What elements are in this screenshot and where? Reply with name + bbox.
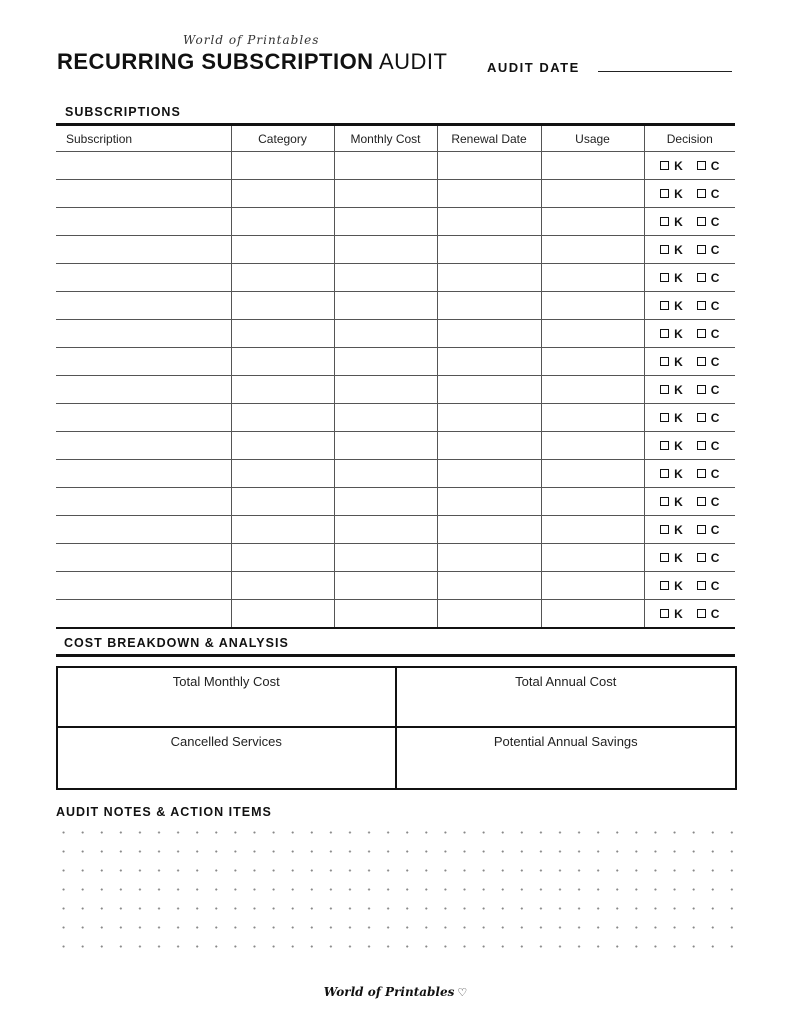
table-cell[interactable] (541, 600, 644, 629)
total-monthly-cost-cell[interactable]: Total Monthly Cost (58, 668, 397, 728)
table-row (56, 600, 735, 629)
table-cell[interactable] (231, 348, 334, 376)
decision-option[interactable] (660, 271, 683, 285)
table-cell[interactable] (231, 376, 334, 404)
decision-option-label: K (674, 466, 683, 481)
table-cell[interactable] (437, 152, 541, 180)
decision-options (645, 383, 736, 397)
decision-option-label: C (710, 270, 720, 285)
decision-option[interactable] (660, 355, 683, 369)
decision-cell (644, 264, 735, 292)
decision-options (645, 243, 736, 257)
table-cell[interactable] (541, 460, 644, 488)
decision-option[interactable] (660, 411, 683, 425)
decision-option[interactable] (660, 551, 683, 565)
checkbox[interactable] (697, 441, 706, 450)
decision-option[interactable] (697, 579, 720, 593)
table-cell[interactable] (334, 152, 437, 180)
decision-option[interactable] (660, 159, 683, 173)
decision-option-label: C (710, 158, 720, 173)
cost-rule (56, 654, 735, 657)
decision-option[interactable] (697, 187, 720, 201)
decision-option[interactable] (660, 243, 683, 257)
table-cell[interactable] (437, 600, 541, 629)
decision-options (645, 551, 736, 565)
table-cell[interactable] (231, 600, 334, 629)
table-cell[interactable] (334, 180, 437, 208)
column-header: Category (231, 126, 334, 152)
checkbox[interactable] (697, 525, 706, 534)
decision-option-label: K (674, 522, 683, 537)
decision-option-label: C (710, 410, 720, 425)
table-cell[interactable] (231, 292, 334, 320)
potential-annual-savings-cell[interactable]: Potential Annual Savings (493, 734, 638, 749)
table-cell[interactable] (56, 320, 231, 348)
table-row (56, 516, 735, 544)
table-row (56, 488, 735, 516)
checkbox[interactable] (660, 553, 669, 562)
table-row (56, 208, 735, 236)
table-row (56, 572, 735, 600)
checkbox[interactable] (660, 301, 669, 310)
decision-option[interactable] (660, 215, 683, 229)
decision-option-label: K (674, 186, 683, 201)
checkbox[interactable] (697, 161, 706, 170)
decision-option-label: C (710, 494, 720, 509)
table-cell[interactable] (231, 460, 334, 488)
subscriptions-heading: SUBSCRIPTIONS (65, 105, 181, 119)
decision-option-label: K (674, 270, 683, 285)
checkbox[interactable] (660, 357, 669, 366)
decision-cell (644, 236, 735, 264)
column-header: Decision (644, 126, 735, 152)
decision-option[interactable] (697, 439, 720, 453)
table-cell[interactable] (231, 488, 334, 516)
decision-option-label: K (674, 578, 683, 593)
checkbox[interactable] (660, 581, 669, 590)
table-row (56, 236, 735, 264)
decision-option-label: K (674, 410, 683, 425)
subscriptions-header-row (56, 126, 735, 152)
notes-dot-grid[interactable] (54, 823, 742, 963)
table-cell[interactable] (231, 572, 334, 600)
brand-footer-label: World of Printables (323, 985, 455, 999)
table-row (56, 264, 735, 292)
table-cell[interactable] (334, 488, 437, 516)
decision-cell (644, 488, 735, 516)
table-cell[interactable] (56, 516, 231, 544)
table-cell[interactable] (437, 236, 541, 264)
decision-cell (644, 292, 735, 320)
table-cell[interactable] (437, 320, 541, 348)
table-row (56, 544, 735, 572)
checkbox[interactable] (697, 329, 706, 338)
table-cell[interactable] (437, 544, 541, 572)
table-cell[interactable] (437, 180, 541, 208)
decision-cell (644, 432, 735, 460)
table-cell[interactable] (541, 544, 644, 572)
decision-cell (644, 516, 735, 544)
audit-date-label: AUDIT DATE (487, 60, 580, 75)
checkbox[interactable] (697, 609, 706, 618)
cost-heading: COST BREAKDOWN & ANALYSIS (64, 636, 289, 650)
decision-option-label: K (674, 326, 683, 341)
table-cell[interactable] (334, 264, 437, 292)
checkbox[interactable] (660, 161, 669, 170)
decision-option-label: C (710, 578, 720, 593)
checkbox[interactable] (697, 553, 706, 562)
brand-footer (0, 985, 791, 999)
column-header: Subscription (56, 126, 231, 152)
table-cell[interactable] (231, 208, 334, 236)
decision-option[interactable] (697, 215, 720, 229)
table-cell[interactable] (334, 292, 437, 320)
table-cell[interactable] (334, 572, 437, 600)
table-cell[interactable] (56, 432, 231, 460)
decision-option[interactable] (660, 579, 683, 593)
table-cell[interactable] (541, 572, 644, 600)
checkbox[interactable] (697, 301, 706, 310)
subscriptions-body (56, 152, 735, 629)
decision-option-label: C (710, 326, 720, 341)
heart-icon: ♡ (457, 987, 468, 999)
table-cell[interactable] (541, 348, 644, 376)
decision-cell (644, 376, 735, 404)
table-row (56, 152, 735, 180)
decision-option[interactable] (697, 467, 720, 481)
table-cell[interactable] (334, 600, 437, 629)
table-cell[interactable] (334, 516, 437, 544)
decision-option-label: C (710, 298, 720, 313)
checkbox[interactable] (660, 413, 669, 422)
decision-option-label: C (710, 186, 720, 201)
table-row (56, 348, 735, 376)
decision-cell (644, 544, 735, 572)
checkbox[interactable] (660, 245, 669, 254)
table-cell[interactable] (541, 208, 644, 236)
total-annual-cost-cell[interactable]: Total Annual Cost (397, 668, 736, 728)
decision-options (645, 495, 736, 509)
decision-option[interactable] (697, 243, 720, 257)
decision-option[interactable] (697, 355, 720, 369)
checkbox[interactable] (660, 609, 669, 618)
decision-cell (644, 600, 735, 629)
table-cell[interactable] (231, 544, 334, 572)
decision-cell (644, 208, 735, 236)
table-cell[interactable] (231, 320, 334, 348)
table-cell[interactable] (56, 180, 231, 208)
table-cell[interactable] (541, 236, 644, 264)
table-cell[interactable] (56, 544, 231, 572)
table-cell[interactable] (541, 376, 644, 404)
column-header: Monthly Cost (334, 126, 437, 152)
decision-options (645, 159, 736, 173)
checkbox[interactable] (697, 217, 706, 226)
decision-options (645, 215, 736, 229)
table-cell[interactable] (541, 152, 644, 180)
decision-options (645, 411, 736, 425)
table-cell[interactable] (231, 180, 334, 208)
decision-option-label: C (710, 438, 720, 453)
checkbox[interactable] (660, 469, 669, 478)
checkbox[interactable] (660, 525, 669, 534)
table-row (56, 460, 735, 488)
audit-date-field[interactable] (598, 71, 732, 72)
decision-cell (644, 572, 735, 600)
table-cell[interactable] (541, 264, 644, 292)
decision-option-label: C (710, 606, 720, 621)
checkbox[interactable] (660, 385, 669, 394)
decision-options (645, 579, 736, 593)
checkbox[interactable] (697, 581, 706, 590)
table-cell[interactable] (56, 236, 231, 264)
decision-option[interactable] (697, 159, 720, 173)
table-cell[interactable] (541, 180, 644, 208)
table-row (56, 404, 735, 432)
decision-option[interactable] (660, 187, 683, 201)
page-title-thin: AUDIT (378, 49, 448, 74)
decision-option-label: K (674, 298, 683, 313)
decision-option[interactable] (660, 523, 683, 537)
table-cell[interactable] (231, 152, 334, 180)
decision-option-label: C (710, 522, 720, 537)
table-cell[interactable] (437, 460, 541, 488)
table-cell[interactable] (334, 348, 437, 376)
decision-option-label: K (674, 158, 683, 173)
table-cell[interactable] (231, 236, 334, 264)
column-header: Renewal Date (437, 126, 541, 152)
table-cell[interactable] (231, 432, 334, 460)
table-cell[interactable] (541, 488, 644, 516)
checkbox[interactable] (697, 497, 706, 506)
table-cell[interactable] (541, 432, 644, 460)
decision-option[interactable] (697, 551, 720, 565)
subscriptions-table (56, 126, 735, 629)
decision-option[interactable] (697, 383, 720, 397)
decision-option[interactable] (660, 299, 683, 313)
table-cell[interactable] (56, 292, 231, 320)
notes-heading: AUDIT NOTES & ACTION ITEMS (56, 805, 272, 819)
table-cell[interactable] (334, 544, 437, 572)
checkbox[interactable] (660, 497, 669, 506)
checkbox[interactable] (660, 329, 669, 338)
table-cell[interactable] (56, 348, 231, 376)
decision-option-label: K (674, 438, 683, 453)
decision-option-label: K (674, 606, 683, 621)
decision-option[interactable] (697, 299, 720, 313)
table-cell[interactable] (56, 404, 231, 432)
table-cell[interactable] (437, 404, 541, 432)
table-cell[interactable] (334, 208, 437, 236)
decision-option[interactable] (660, 383, 683, 397)
table-cell[interactable] (541, 292, 644, 320)
decision-options (645, 187, 736, 201)
table-cell[interactable] (334, 236, 437, 264)
decision-option-label: K (674, 354, 683, 369)
table-row (56, 432, 735, 460)
checkbox[interactable] (697, 413, 706, 422)
table-cell[interactable] (231, 404, 334, 432)
page-title (57, 49, 447, 75)
decision-cell (644, 460, 735, 488)
decision-option-label: C (710, 466, 720, 481)
table-cell[interactable] (334, 432, 437, 460)
checkbox[interactable] (660, 441, 669, 450)
table-cell[interactable] (56, 264, 231, 292)
decision-option[interactable] (697, 411, 720, 425)
checkbox[interactable] (697, 469, 706, 478)
decision-options (645, 607, 736, 621)
table-cell[interactable] (437, 516, 541, 544)
table-row (56, 376, 735, 404)
checkbox[interactable] (697, 273, 706, 282)
table-cell[interactable] (541, 404, 644, 432)
table-cell[interactable] (56, 488, 231, 516)
decision-options (645, 327, 736, 341)
table-cell[interactable] (334, 320, 437, 348)
table-cell[interactable] (541, 320, 644, 348)
table-cell[interactable] (437, 376, 541, 404)
table-row (56, 292, 735, 320)
decision-option-label: K (674, 242, 683, 257)
decision-cell (644, 320, 735, 348)
table-cell[interactable] (56, 376, 231, 404)
table-cell[interactable] (437, 488, 541, 516)
decision-options (645, 467, 736, 481)
decision-option[interactable] (660, 467, 683, 481)
decision-option[interactable] (697, 607, 720, 621)
checkbox[interactable] (697, 245, 706, 254)
table-cell[interactable] (56, 460, 231, 488)
table-cell[interactable] (334, 460, 437, 488)
decision-options (645, 271, 736, 285)
decision-option-label: K (674, 494, 683, 509)
decision-option-label: K (674, 550, 683, 565)
checkbox[interactable] (660, 273, 669, 282)
decision-option-label: K (674, 382, 683, 397)
decision-option[interactable] (660, 327, 683, 341)
decision-option[interactable] (660, 607, 683, 621)
decision-options (645, 439, 736, 453)
table-cell[interactable] (437, 572, 541, 600)
decision-cell (644, 348, 735, 376)
decision-option[interactable] (697, 327, 720, 341)
table-cell[interactable] (56, 152, 231, 180)
checkbox[interactable] (660, 217, 669, 226)
decision-option[interactable] (697, 271, 720, 285)
decision-option-label: C (710, 382, 720, 397)
table-row (56, 180, 735, 208)
checkbox[interactable] (697, 385, 706, 394)
table-cell[interactable] (437, 292, 541, 320)
checkbox[interactable] (660, 189, 669, 198)
decision-option-label: C (710, 242, 720, 257)
page-title-bold: RECURRING SUBSCRIPTION (57, 49, 374, 74)
decision-options (645, 523, 736, 537)
table-cell[interactable] (437, 208, 541, 236)
table-cell[interactable] (231, 264, 334, 292)
table-cell[interactable] (56, 600, 231, 629)
decision-option-label: C (710, 550, 720, 565)
checkbox[interactable] (697, 357, 706, 366)
brand-script-label: World of Printables (183, 33, 320, 47)
checkbox[interactable] (697, 189, 706, 198)
decision-option[interactable] (660, 439, 683, 453)
table-cell[interactable] (231, 516, 334, 544)
decision-option-label: C (710, 354, 720, 369)
column-header: Usage (541, 126, 644, 152)
decision-options (645, 355, 736, 369)
decision-option[interactable] (697, 495, 720, 509)
table-cell[interactable] (56, 572, 231, 600)
decision-option-label: C (710, 214, 720, 229)
table-cell[interactable] (334, 404, 437, 432)
table-cell[interactable] (541, 516, 644, 544)
table-cell[interactable] (334, 376, 437, 404)
decision-cell (644, 404, 735, 432)
decision-cell (644, 152, 735, 180)
table-cell[interactable] (437, 264, 541, 292)
decision-option[interactable] (697, 523, 720, 537)
table-cell[interactable] (437, 348, 541, 376)
table-cell[interactable] (437, 432, 541, 460)
table-cell[interactable] (56, 208, 231, 236)
cancelled-services-cell[interactable]: Cancelled Services (58, 728, 397, 788)
table-row (56, 320, 735, 348)
decision-options (645, 299, 736, 313)
decision-cell (644, 180, 735, 208)
cost-grid (56, 666, 737, 790)
decision-option[interactable] (660, 495, 683, 509)
decision-option-label: K (674, 214, 683, 229)
